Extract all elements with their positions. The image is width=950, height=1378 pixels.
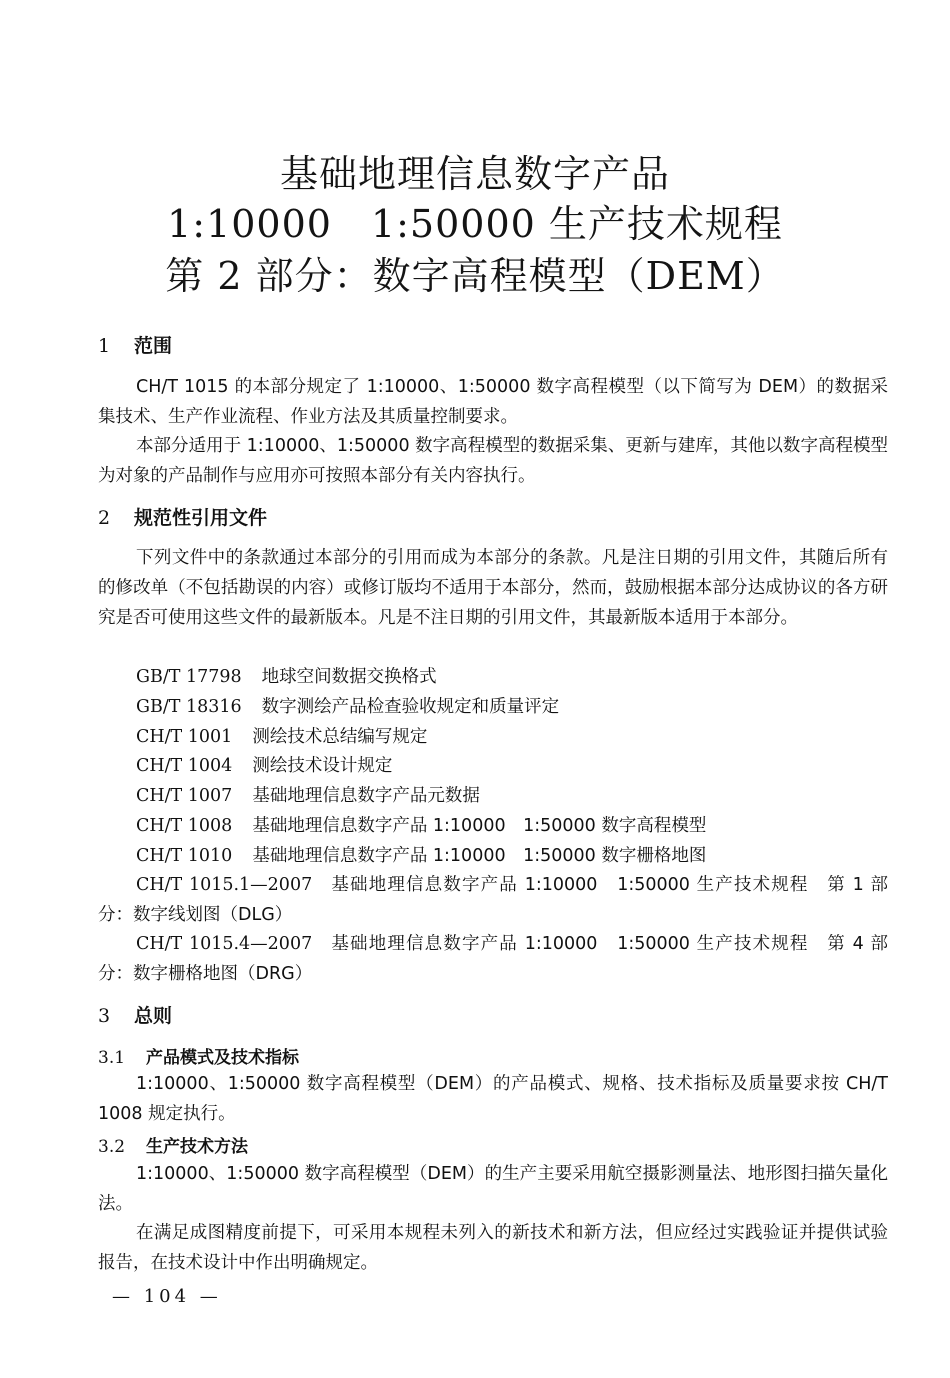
subsection-3-1-paragraph: 1:10000、1:50000 数字高程模型（DEM）的产品模式、规格、技术指标及质量要求按 CH/T 1008 规定执行。 [98,1074,888,1124]
subsection-title: 产品模式及技术指标 [146,1048,299,1068]
subsection-3-1-heading [98,1043,299,1068]
reference-code: CH/T 1015.4—2007 [136,934,313,954]
reference-title: 测绘技术设计规定 [252,756,393,776]
section-title: 范围 [134,335,173,357]
section-title: 规范性引用文件 [134,507,268,529]
document-title-line3: 第 2 部分：数字高程模型（DEM） [165,254,785,298]
reference-code: CH/T 1004 [136,756,233,776]
reference-title: 基础地理信息数字产品 1:10000 1:50000 生产技术规程 第 1 部分：数字线划图（DLG） [98,875,888,925]
reference-title: 基础地理信息数字产品 1:10000 1:50000 数字高程模型 [252,816,707,836]
subsection-number: 3.1 [98,1048,126,1068]
section-3-heading [98,1001,172,1028]
reference-item [136,692,559,722]
section-2-heading [98,503,267,530]
reference-code: CH/T 1010 [136,846,233,866]
reference-code: CH/T 1015.1—2007 [136,875,313,895]
reference-item [136,722,427,752]
reference-code: CH/T 1001 [136,727,233,747]
reference-item-long [98,929,888,989]
section-number: 2 [98,507,111,529]
page-number: — 104 — [112,1286,222,1307]
reference-title: 基础地理信息数字产品 1:10000 1:50000 生产技术规程 第 4 部分：数字栅格地图（DRG） [98,934,888,984]
reference-code: CH/T 1008 [136,816,233,836]
reference-code: GB/T 17798 [136,667,242,687]
section-1-heading [98,331,172,358]
reference-item-long [98,870,888,930]
subsection-3-2-paragraph-1: 1:10000、1:50000 数字高程模型（DEM）的生产主要采用航空摄影测量法、地形图扫描矢量化法。 [98,1164,888,1214]
section-title: 总则 [134,1005,173,1027]
reference-code: CH/T 1007 [136,786,233,806]
subsection-3-2-paragraph-2: 在满足成图精度前提下，可采用本规程未列入的新技术和新方法，但应经过实践验证并提供试验报告，在技术设计中作出明确规定。 [98,1223,888,1273]
reference-title: 地球空间数据交换格式 [261,667,437,687]
section-1-paragraph-2: 本部分适用于 1:10000、1:50000 数字高程模型的数据采集、更新与建库，其他以数字高程模型为对象的产品制作与应用亦可按照本部分有关内容执行。 [98,436,888,486]
reference-item [136,662,437,692]
document-title-line1: 基础地理信息数字产品 [279,152,670,196]
section-1-paragraph-1: CH/T 1015 的本部分规定了 1:10000、1:50000 数字高程模型（以下简写为 DEM）的数据采集技术、生产作业流程、作业方法及其质量控制要求。 [98,377,888,427]
reference-item [136,751,392,781]
subsection-title: 生产技术方法 [146,1137,248,1157]
document-title-line2: 1:10000 1:50000 生产技术规程 [167,202,783,246]
reference-title: 测绘技术总结编写规定 [252,727,428,747]
reference-title: 基础地理信息数字产品元数据 [252,786,480,806]
section-number: 1 [98,335,111,357]
section-2-paragraph-1: 下列文件中的条款通过本部分的引用而成为本部分的条款。凡是注日期的引用文件，其随后所有的修改单（不包括勘误的内容）或修订版均不适用于本部分，然而，鼓励根据本部分达成协议的各方研究是否可使用这些文件的最新版本。凡是不注日期的引用文件，其最新版本适用于本部分。 [98,548,888,628]
section-number: 3 [98,1005,111,1027]
reference-item [136,841,706,871]
reference-item [136,811,706,841]
reference-title: 基础地理信息数字产品 1:10000 1:50000 数字栅格地图 [252,846,707,866]
reference-code: GB/T 18316 [136,697,242,717]
subsection-3-2-heading [98,1132,248,1157]
subsection-number: 3.2 [98,1137,126,1157]
reference-item [136,781,480,811]
reference-title: 数字测绘产品检查验收规定和质量评定 [261,697,560,717]
